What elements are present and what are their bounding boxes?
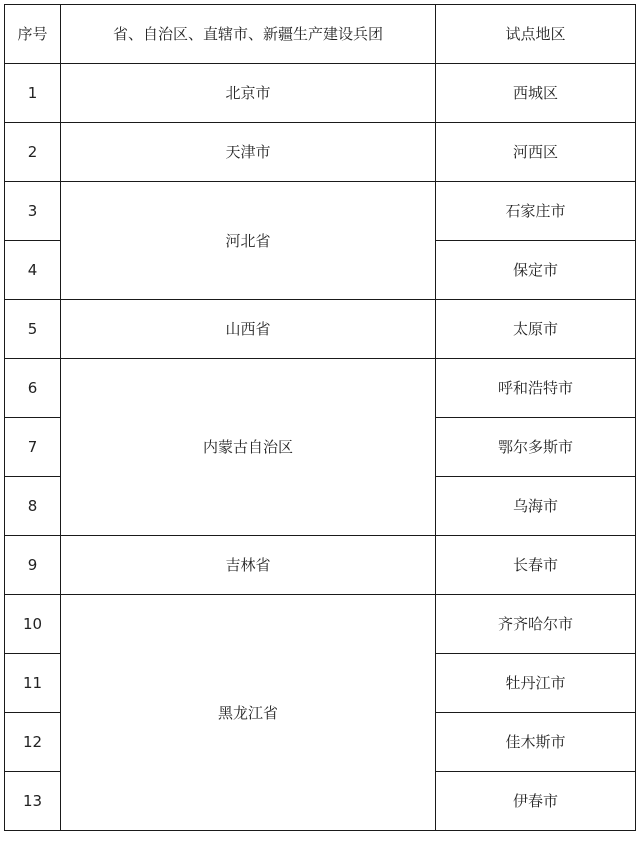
table-header-row	[5, 5, 636, 64]
row-province: 山西省	[61, 300, 436, 359]
row-province: 吉林省	[61, 536, 436, 595]
row-index: 13	[5, 772, 61, 831]
header-province: 省、自治区、直辖市、新疆生产建设兵团	[61, 5, 436, 64]
row-province: 北京市	[61, 64, 436, 123]
row-province: 内蒙古自治区	[61, 359, 436, 536]
row-area: 乌海市	[436, 477, 636, 536]
row-index: 3	[5, 182, 61, 241]
row-index: 10	[5, 595, 61, 654]
row-index: 7	[5, 418, 61, 477]
row-area: 呼和浩特市	[436, 359, 636, 418]
row-area: 石家庄市	[436, 182, 636, 241]
row-area: 伊春市	[436, 772, 636, 831]
row-area: 佳木斯市	[436, 713, 636, 772]
header-index: 序号	[5, 5, 61, 64]
table-row	[5, 300, 636, 359]
table-row	[5, 359, 636, 418]
header-area: 试点地区	[436, 5, 636, 64]
row-province: 河北省	[61, 182, 436, 300]
row-province: 天津市	[61, 123, 436, 182]
row-area: 牡丹江市	[436, 654, 636, 713]
table-row	[5, 123, 636, 182]
row-area: 西城区	[436, 64, 636, 123]
row-area: 长春市	[436, 536, 636, 595]
row-index: 12	[5, 713, 61, 772]
row-index: 6	[5, 359, 61, 418]
table-row	[5, 64, 636, 123]
table-row	[5, 536, 636, 595]
row-province: 黑龙江省	[61, 595, 436, 831]
row-area: 齐齐哈尔市	[436, 595, 636, 654]
row-area: 河西区	[436, 123, 636, 182]
row-index: 5	[5, 300, 61, 359]
row-index: 11	[5, 654, 61, 713]
table-row	[5, 595, 636, 654]
row-area: 保定市	[436, 241, 636, 300]
row-index: 8	[5, 477, 61, 536]
table-row	[5, 182, 636, 241]
row-index: 9	[5, 536, 61, 595]
row-index: 2	[5, 123, 61, 182]
row-index: 1	[5, 64, 61, 123]
row-area: 太原市	[436, 300, 636, 359]
row-area: 鄂尔多斯市	[436, 418, 636, 477]
pilot-area-table	[4, 4, 636, 831]
row-index: 4	[5, 241, 61, 300]
